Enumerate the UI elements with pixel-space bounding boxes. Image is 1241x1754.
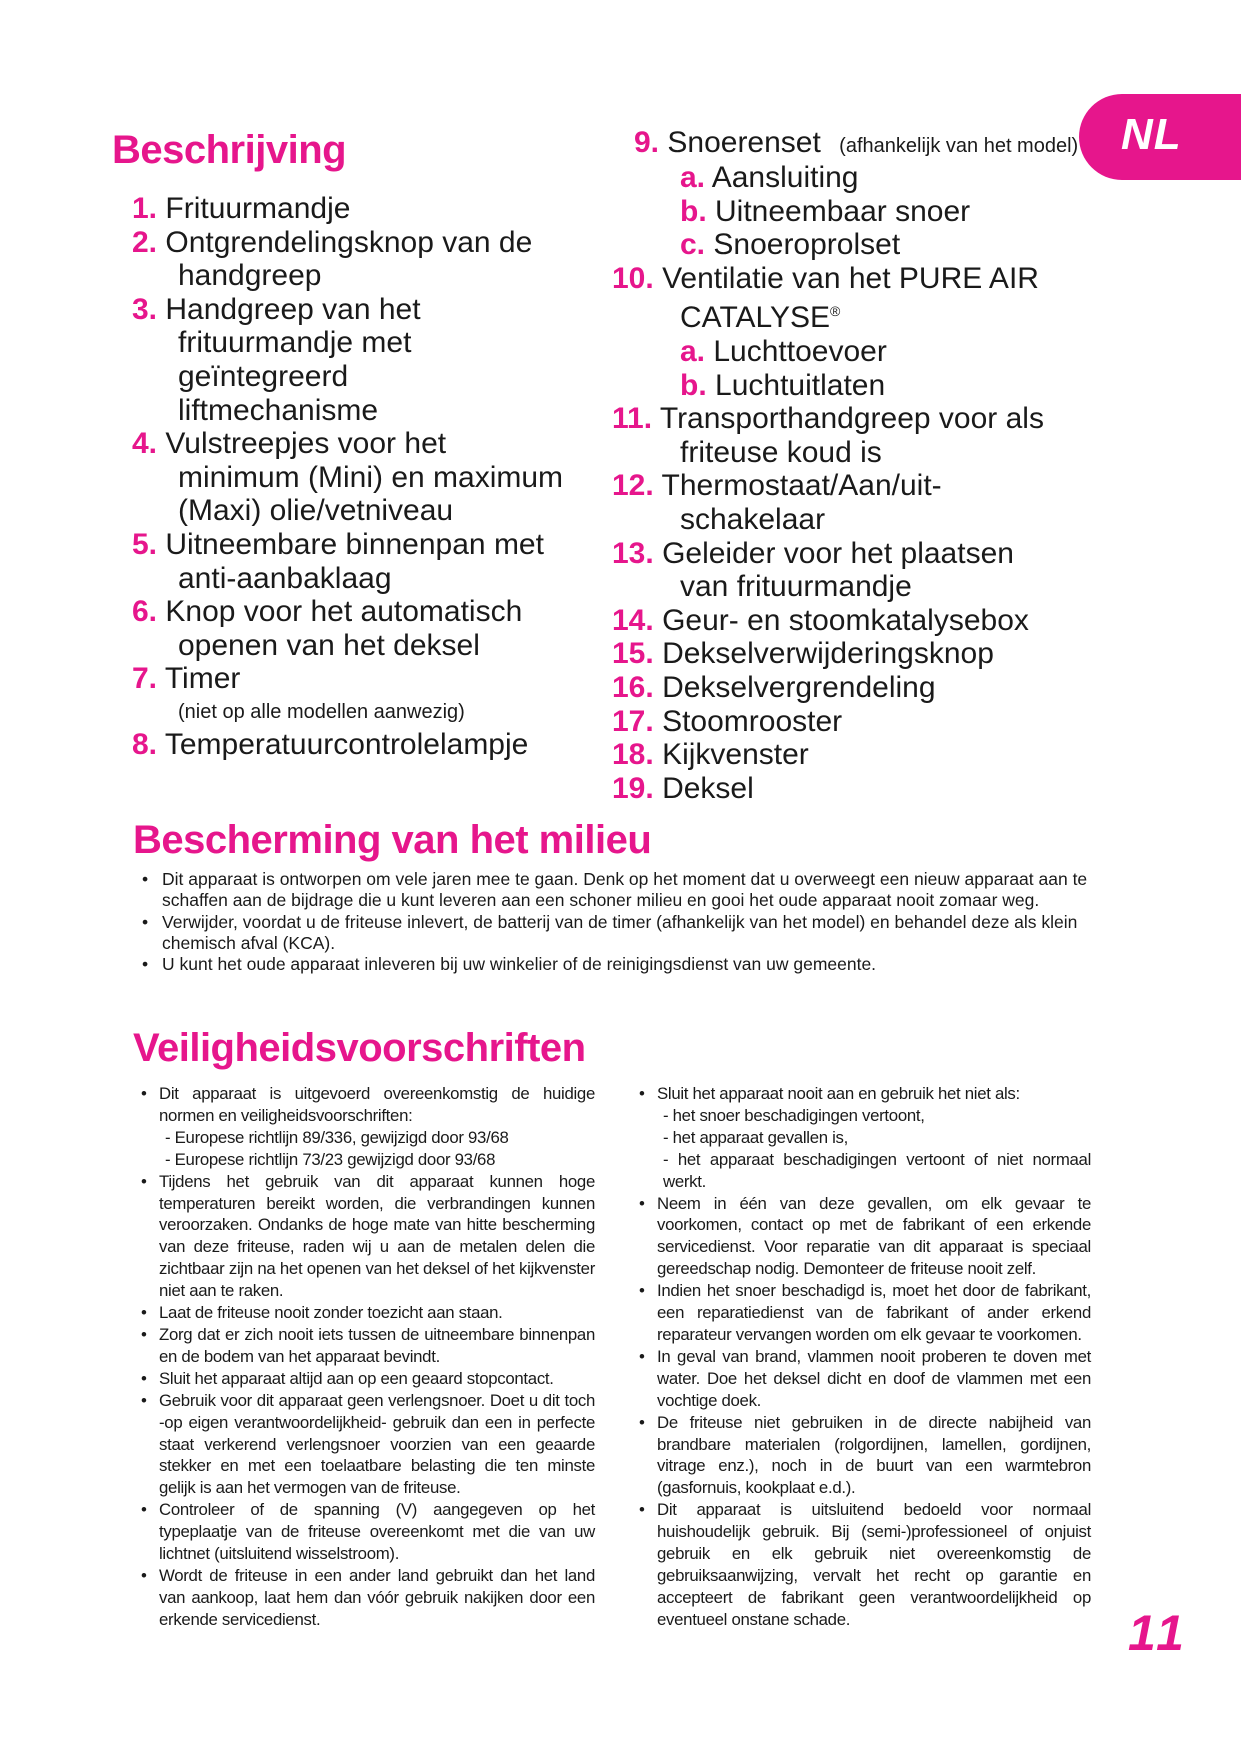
list-item: • Controleer of de spanning (V) aangegeven op het typeplaatje van de friteuse overeenkomt met die van uw lichtnet (uitsluitend wisselstroom).: [135, 1499, 595, 1565]
list-item: 18. Kijkvenster: [612, 738, 809, 772]
list-item: 4. Vulstreepjes voor het minimum (Mini) en maximum (Maxi) olie/vetniveau: [132, 427, 564, 528]
list-item: - Europese richtlijn 73/23 gewijzigd door 93/68: [165, 1149, 496, 1169]
list-item: 19. Deksel: [612, 771, 754, 805]
list-item: • Dit apparaat is ontworpen om vele jaren mee te gaan. Denk op het moment dat u overweegt een nieuw apparaat aan te schaffen aan de bijdrage die u kunt leveren aan een schoner milieu en gooi het oude apparaat nooit zomaar weg.: [138, 869, 1088, 912]
list-item: 11. Transporthandgreep voor als friteuse koud is: [612, 402, 1044, 469]
language-tab: [1079, 94, 1241, 180]
safety-list-left: [135, 1083, 595, 1631]
list-item: - het apparaat beschadigingen vertoont of niet normaal werkt.: [663, 1149, 1091, 1191]
list-item: • Zorg dat er zich nooit iets tussen de uitneembare binnenpan en de bodem van het apparaat bevindt.: [135, 1324, 595, 1368]
description-heading: Beschrijving: [112, 128, 347, 172]
list-item: 15. Dekselverwijderingsknop: [612, 637, 994, 671]
list-item: - het apparaat gevallen is,: [663, 1127, 849, 1147]
list-item: 8. Temperatuurcontrolelampje: [132, 727, 529, 761]
list-item: 10. Ventilatie van het PURE AIR CATALYSE® a. Luchttoevoer b. Luchtuitlaten: [612, 261, 1039, 402]
list-item: 6. Knop voor het automatisch openen van het deksel: [132, 595, 523, 662]
safety-list-right: [633, 1083, 1091, 1631]
list-item: • Indien het snoer beschadigd is, moet het door de fabrikant, een reparatiedienst van de fabrikant of ander erkend reparateur vervangen worden om elk gevaar te voorkomen.: [633, 1280, 1091, 1346]
list-item: - het snoer beschadigingen vertoont,: [663, 1105, 925, 1125]
environment-list: [138, 869, 1088, 975]
list-item: 16. Dekselvergrendeling: [612, 670, 936, 704]
list-item: • In geval van brand, vlammen nooit proberen te doven met water. Doe het deksel dicht en doof de vlammen met een vochtige doek.: [633, 1346, 1091, 1412]
list-item: • Sluit het apparaat nooit aan en gebruik het niet als:: [633, 1083, 1091, 1105]
list-item: • Tijdens het gebruik van dit apparaat kunnen hoge temperaturen bereikt worden, die verbrandingen kunnen veroorzaken. Ondanks de hoge mate van hitte bescherming van deze friteuse, raden wij u aan de metalen delen die zichtbaar zijn na het openen van het deksel of het kijkvenster niet aan te raken.: [135, 1171, 595, 1302]
list-item: • Wordt de friteuse in een ander land gebruikt dan het land van aankoop, laat hem dan vóór gebruik nakijken door een erkende servicedienst.: [135, 1565, 595, 1631]
page-number: 11: [1128, 1605, 1188, 1661]
list-item: • Sluit het apparaat altijd aan op een geaard stopcontact.: [135, 1368, 595, 1390]
list-item: - Europese richtlijn 89/336, gewijzigd door 93/68: [165, 1127, 509, 1147]
environment-heading: Bescherming van het milieu: [133, 818, 652, 862]
description-list-left: [132, 192, 563, 762]
list-item: • Dit apparaat is uitsluitend bedoeld voor normaal huishoudelijk gebruik. Bij (semi-)professioneel of onjuist gebruik en elk gebruik niet overeenkomstig de gebruiksaanwijzing, vervalt het recht op garantie en accepteert de fabrikant geen verantwoordelijkheid op eventueel onstane schade.: [633, 1499, 1091, 1630]
list-item: 3. Handgreep van het frituurmandje met geïntegreerd liftmechanisme: [132, 292, 421, 427]
list-item: 1. Frituurmandje: [132, 192, 351, 225]
list-item: • Neem in één van deze gevallen, om elk gevaar te voorkomen, contact op met de fabrikant of een erkende servicedienst. Voor reparatie van dit apparaat is speciaal gereedschap nodig. Demonteer de friteuse nooit zelf.: [633, 1193, 1091, 1281]
list-item: 13. Geleider voor het plaatsen van frituurmandje: [612, 536, 1014, 604]
list-item: • De friteuse niet gebruiken in de directe nabijheid van brandbare materialen (rolgordijnen, lamellen, gordijnen, vitrage enz.), noch in de buurt van een warmtebron (gasfornuis, kookplaat e.d.).: [633, 1412, 1091, 1500]
description-list-right: [612, 126, 1078, 805]
list-item: 12. Thermostaat/Aan/uit- schakelaar: [612, 469, 942, 536]
list-item: • Laat de friteuse nooit zonder toezicht aan staan.: [135, 1302, 595, 1324]
list-item: • Verwijder, voordat u de friteuse inlevert, de batterij van de timer (afhankelijk van het model) en behandel deze als klein chemisch afval (KCA).: [138, 912, 1088, 955]
safety-heading: Veiligheidsvoorschriften: [133, 1026, 586, 1070]
list-item: 14. Geur- en stoomkatalysebox: [612, 603, 1029, 637]
list-item: • U kunt het oude apparaat inleveren bij uw winkelier of de reinigingsdienst van uw gemeente.: [138, 954, 1088, 975]
list-item: 7. Timer (niet op alle modellen aanwezig): [132, 662, 465, 723]
list-item: • Dit apparaat is uitgevoerd overeenkomstig de huidige normen en veiligheidsvoorschriften:: [135, 1083, 595, 1127]
language-label: NL: [1121, 110, 1182, 159]
list-item: 17. Stoomrooster: [612, 704, 843, 738]
list-item: 2. Ontgrendelingsknop van de handgreep: [132, 225, 533, 293]
list-item: 5. Uitneembare binnenpan met anti-aanbaklaag: [132, 527, 544, 595]
list-item: • Gebruik voor dit apparaat geen verlengsnoer. Doet u dit toch -op eigen verantwoordelijkheid- gebruik dan een in perfecte staat verkerend verlengsnoer voorzien van een geaarde stekker en met een toelaatbare belasting die ten minste gelijk is aan het vermogen van de friteuse.: [135, 1390, 595, 1500]
list-item: 9. Snoerenset (afhankelijk van het model) a. Aansluiting b. Uitneembaar snoer c. Snoeroprolset: [634, 126, 1079, 262]
